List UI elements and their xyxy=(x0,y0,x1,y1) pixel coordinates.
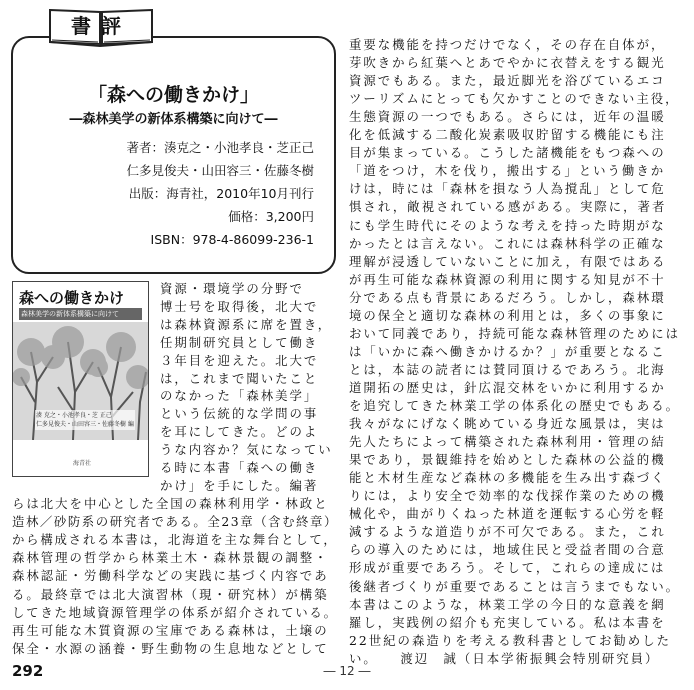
review-tab-label: 書評 xyxy=(71,14,131,38)
text-line: が再生可能な森林資源の利用に関する知見が不十 xyxy=(349,271,666,287)
text-line: る。最終章では北大演習林（現・研究林）が構築 xyxy=(12,586,329,602)
text-line: 果であり，景観維持を始めとした森林の公益的機 xyxy=(349,452,666,468)
text-line: 重要な機能を持つだけでなく，その存在自体が， xyxy=(349,37,666,52)
cover-authors-line: 湊 克之・小池孝良・芝 正己 xyxy=(36,412,112,419)
text-line: は森林資源系に席を置き， xyxy=(160,316,333,332)
text-line: おいて同義であり，持続可能な森林管理のためには xyxy=(349,325,680,341)
text-line: してきた地域資源管理学の体系が紹介されている。 xyxy=(12,604,338,620)
review-tab xyxy=(46,4,156,48)
footer-page-label: ― 12 ― xyxy=(323,664,371,678)
book-authors-line1: 著者：湊克之・小池孝良・芝正己 xyxy=(126,140,314,155)
cover-authors-line: 仁多見俊夫・山田容三・佐藤冬樹 編 xyxy=(36,421,134,428)
page-number: 292 xyxy=(12,662,44,680)
text-line: けは，時には「森林を損なう人為撹乱」として危 xyxy=(349,181,666,197)
book-subtitle: ―森林美学の新体系構築に向けて― xyxy=(69,112,278,127)
text-line: ツーリズムにとっても欠かすことのできない主役， xyxy=(349,91,680,107)
text-line: うな内容か？気になってい xyxy=(160,442,333,458)
text-line: は「いかに森へ働きかけるか？」が重要となるこ xyxy=(349,343,666,359)
book-authors-line2: 仁多見俊夫・山田容三・佐藤冬樹 xyxy=(126,163,314,178)
book-isbn: ISBN：978-4-86099-236-1 xyxy=(150,232,314,247)
text-line: 目が集まっている。こうした諸機能をもつ森への xyxy=(349,145,666,161)
text-line: 先人たちによって構築された森林利用・管理の結 xyxy=(349,434,666,450)
text-line: 械化や，曲がりくねった林道を運転する心労を軽 xyxy=(349,506,666,522)
text-line: は，これまで聞いたこと xyxy=(160,370,319,386)
text-line: 分である点も背景にあるだろう。しかし，森林環 xyxy=(349,289,666,305)
book-publisher: 出版：海青社，2010年10月刊行 xyxy=(128,186,314,201)
text-line: にも学生時代にそのような考えを持った時期がな xyxy=(349,217,666,233)
text-line: という伝統的な学問の事 xyxy=(160,406,319,422)
text-line: りには，より安全で効率的な伐採作業のための機 xyxy=(349,488,666,504)
text-line: から構成される本書は，北海道を主な舞台として， xyxy=(12,532,338,548)
text-line: 22世紀の森造りを考える教科書としてお勧めした xyxy=(349,632,671,648)
book-title: 「森への働きかけ」 xyxy=(87,84,259,106)
text-line: 減するような道造りが不可欠である。また，これ xyxy=(349,524,666,540)
text-line: 森林認証・労働科学などの実践に基づく内容であ xyxy=(12,568,329,584)
text-line: 惧され，敵視されている感がある。実際に，著者 xyxy=(349,199,667,215)
book-price: 価格：3,200円 xyxy=(228,209,314,224)
text-line: を追究してきた林業工学の体系化の歴史でもある。 xyxy=(349,398,680,413)
book-info-box xyxy=(11,36,336,274)
text-line: 資源・環境学の分野で xyxy=(160,281,304,296)
text-line: かけ」を手にした。編著 xyxy=(160,477,319,493)
text-line: 本書はこのような，林業工学の今日的な意義を網 xyxy=(349,596,666,612)
text-line: 境の保全と適切な森林の利用とは，多くの事象に xyxy=(349,307,666,323)
text-line: 化を低減する二酸化炭素吸収貯留する機能にも注 xyxy=(349,127,666,143)
text-line: 形成が重要であろう。そして，これらの達成には xyxy=(349,560,666,576)
text-line: 森林管理の哲学から林業土木・森林景観の調整・ xyxy=(12,550,329,566)
text-line: ３年目を迎えた。北大で xyxy=(160,352,319,368)
text-line: 芽吹きから紅葉へとあでやかに衣替えをする観光 xyxy=(349,55,666,71)
text-line: のなかった「森林美学」 xyxy=(160,388,319,404)
text-line: 能と木材生産など森林の多機能を生み出す森づく xyxy=(349,470,666,486)
text-line: い。 渡辺 誠（日本学術振興会特別研究員） xyxy=(349,650,660,666)
text-line: 道開拓の歴史は，針広混交林をいかに利用するか xyxy=(349,379,666,395)
cover-title: 森への働きかけ xyxy=(19,289,125,307)
text-line: 造林／砂防系の研究者である。全23章（含む終章） xyxy=(12,514,338,530)
text-line: 任期制研究員として働き xyxy=(160,334,319,350)
text-line: る時に本書「森への働き xyxy=(160,460,319,475)
text-line: 資源でもある。また，最近脚光を浴びているエコ xyxy=(349,73,666,89)
book-cover-image xyxy=(12,281,149,477)
text-line: 「道をつけ，木を伐り，搬出する」という働きか xyxy=(349,163,666,179)
text-line: 後継者づくりが重要であることは言うまでもない。 xyxy=(349,578,680,594)
text-line: かったとは言えない。これには森林科学の正確な xyxy=(349,235,666,251)
text-line: とは，本誌の読者には賛同頂けるであろう。北海 xyxy=(349,361,666,377)
text-line: 保全・水源の涵養・野生動物の生息地などとして xyxy=(12,640,329,656)
text-line: 博士号を取得後，北大で xyxy=(160,298,319,314)
text-line: 我々がなにげなく眺めている身近な風景は，実は xyxy=(349,416,666,432)
text-line: 生態資源の一つでもある。さらには，近年の温暖 xyxy=(349,109,666,125)
text-line: を耳にしてきた。どのよ xyxy=(160,424,319,440)
cover-subtitle: 森林美学の新体系構築に向けて xyxy=(19,308,142,320)
text-line: らの導入のためには，地域住民と受益者間の合意 xyxy=(349,542,666,558)
text-line: 再生可能な木質資源の宝庫である森林は，土壌の xyxy=(12,622,329,638)
text-line: らは北大を中心とした全国の森林利用学・林政と xyxy=(12,496,329,511)
text-line: 羅し，実践例の紹介も充実している。私は本書を xyxy=(349,614,666,630)
cover-publisher: 海青社 xyxy=(73,460,92,467)
text-line: 理解が浸透していないことに加え，有限ではある xyxy=(349,253,667,269)
cover-authors xyxy=(35,410,135,430)
